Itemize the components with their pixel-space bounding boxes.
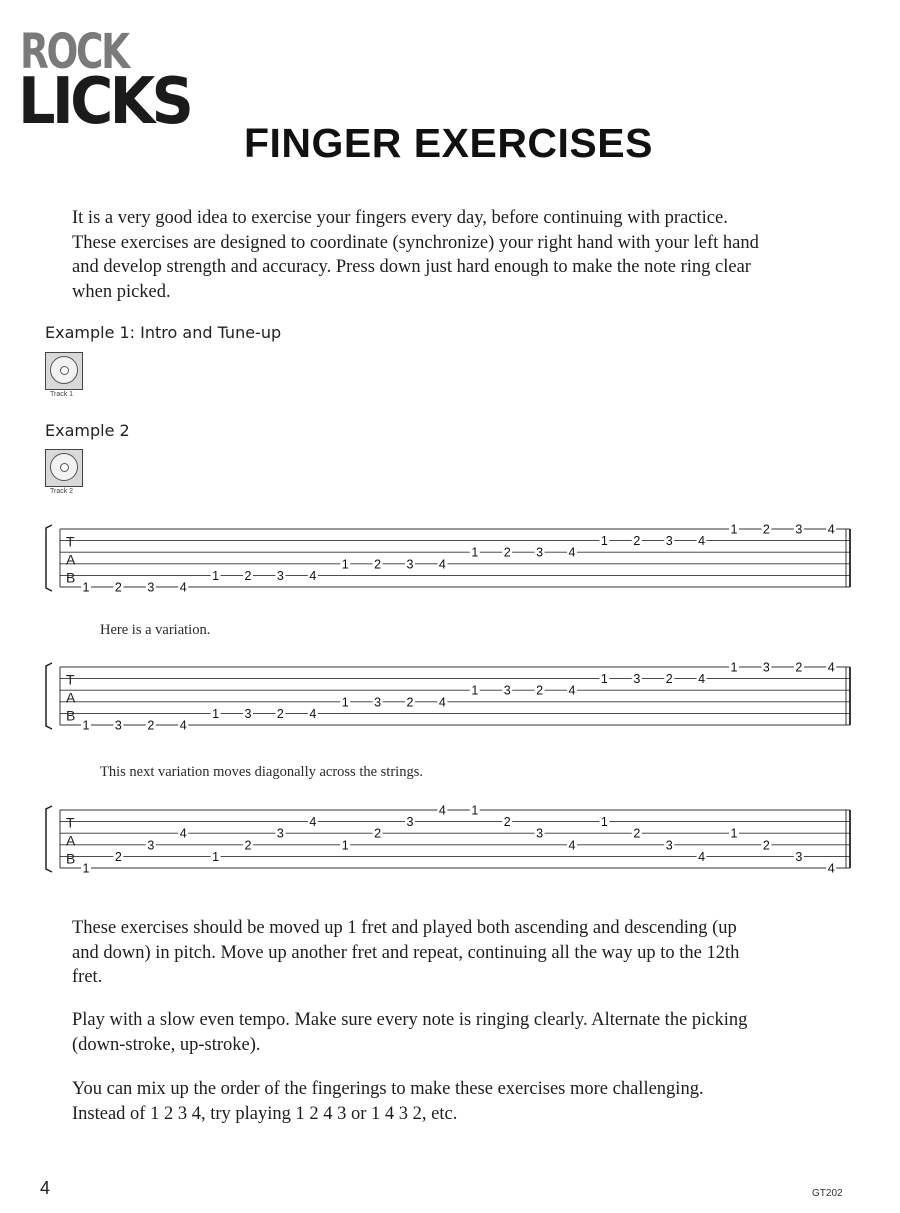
intro-line: It is a very good idea to exercise your fingers every day, before continuing with practice. xyxy=(72,208,728,228)
paragraph-line: and down) in pitch. Move up another fret and repeat, continuing all the way up to the 12th xyxy=(72,942,740,963)
tab-fret-number: 1 xyxy=(730,660,738,675)
tab-fret-number: 2 xyxy=(633,534,641,549)
tab-fret-number: 1 xyxy=(341,695,349,710)
tab-fret-number: 1 xyxy=(341,557,349,572)
tab-fret-number: 1 xyxy=(471,545,479,560)
tab-fret-number: 4 xyxy=(309,815,317,830)
tab-staff-2 xyxy=(30,656,860,736)
tab-fret-number: 3 xyxy=(633,672,641,687)
tab-fret-number: 3 xyxy=(276,568,284,583)
rock-licks-logo xyxy=(18,24,218,139)
tab-fret-number: 1 xyxy=(730,826,738,841)
tab-fret-number: 4 xyxy=(827,660,835,675)
caption-diagonal: This next variation moves diagonally across the strings. xyxy=(100,764,423,780)
tab-fret-number: 4 xyxy=(568,838,576,853)
tab-fret-number: 4 xyxy=(179,826,187,841)
staff-bracket xyxy=(46,525,52,591)
logo-rock-text: ROCK xyxy=(20,24,128,80)
catalog-code: GT202 xyxy=(812,1188,843,1199)
paragraph-line: fret. xyxy=(72,967,103,987)
tab-fret-number: 4 xyxy=(309,706,317,721)
cd-icon[interactable] xyxy=(45,352,83,390)
paragraph-line: You can mix up the order of the fingerings to make these exercises more challenging. xyxy=(72,1079,704,1099)
tab-staff-3 xyxy=(30,799,860,879)
tab-fret-number: 4 xyxy=(698,672,706,687)
tab-fret-number: 2 xyxy=(276,706,284,721)
tab-fret-number: 3 xyxy=(503,683,511,698)
tab-fret-number: 2 xyxy=(762,522,770,537)
tab-clef-letter: T xyxy=(66,671,75,688)
tab-fret-number: 2 xyxy=(536,683,544,698)
tab-fret-number: 3 xyxy=(406,815,414,830)
tab-clef-letter: A xyxy=(66,689,76,706)
tab-fret-number: 2 xyxy=(665,672,673,687)
paragraph-move-up xyxy=(72,916,832,990)
tab-fret-number: 4 xyxy=(698,534,706,549)
tab-fret-number: 2 xyxy=(244,568,252,583)
paragraph-line: These exercises should be moved up 1 fret and played both ascending and descending (up xyxy=(72,918,737,938)
tab-staff-1 xyxy=(30,518,860,598)
tab-fret-number: 4 xyxy=(827,861,835,876)
tab-fret-number: 2 xyxy=(374,557,382,572)
track-1-label: Track 1 xyxy=(50,391,74,398)
tab-fret-number: 3 xyxy=(114,718,122,733)
page-title: FINGER EXERCISES xyxy=(244,120,653,166)
cd-icon[interactable] xyxy=(45,449,83,487)
tab-fret-number: 2 xyxy=(503,545,511,560)
intro-line: These exercises are designed to coordinate (synchronize) your right hand with your left hand xyxy=(72,232,759,253)
example-2-label: Example 2 xyxy=(45,421,130,440)
example-1-label: Example 1: Intro and Tune-up xyxy=(45,323,282,342)
track-2-label: Track 2 xyxy=(50,488,74,495)
tab-fret-number: 2 xyxy=(374,826,382,841)
intro-line: when picked. xyxy=(72,281,171,302)
tab-clef-letter: T xyxy=(66,533,75,550)
tab-fret-number: 2 xyxy=(244,838,252,853)
tab-fret-number: 1 xyxy=(212,568,220,583)
tab-fret-number: 2 xyxy=(503,815,511,830)
tab-fret-number: 4 xyxy=(438,803,446,818)
tab-fret-number: 2 xyxy=(147,718,155,733)
tab-fret-number: 1 xyxy=(471,683,479,698)
tab-fret-number: 3 xyxy=(665,534,673,549)
tab-fret-number: 3 xyxy=(147,838,155,853)
tab-fret-number: 3 xyxy=(795,522,803,537)
tab-fret-number: 1 xyxy=(82,718,90,733)
paragraph-mix-order xyxy=(72,1077,832,1126)
tab-fret-number: 1 xyxy=(600,534,608,549)
tab-fret-number: 3 xyxy=(276,826,284,841)
paragraph-tempo xyxy=(72,1008,832,1057)
tab-fret-number: 3 xyxy=(665,838,673,853)
tab-fret-number: 1 xyxy=(341,838,349,853)
page-number: 4 xyxy=(40,1178,51,1198)
tab-fret-number: 2 xyxy=(633,826,641,841)
tab-fret-number: 4 xyxy=(438,557,446,572)
tab-fret-number: 1 xyxy=(471,803,479,818)
tab-fret-number: 4 xyxy=(179,718,187,733)
tab-fret-number: 1 xyxy=(212,706,220,721)
tab-fret-number: 1 xyxy=(600,672,608,687)
paragraph-line: Play with a slow even tempo. Make sure every note is ringing clearly. Alternate the picking xyxy=(72,1010,748,1030)
tab-fret-number: 4 xyxy=(827,522,835,537)
intro-line: and develop strength and accuracy. Press down just hard enough to make the note ring clear xyxy=(72,257,751,277)
tab-fret-number: 1 xyxy=(730,522,738,537)
tab-fret-number: 2 xyxy=(762,838,770,853)
logo-licks-text: LICKS xyxy=(18,65,191,139)
tab-fret-number: 4 xyxy=(309,568,317,583)
tab-fret-number: 3 xyxy=(374,695,382,710)
paragraph-line: (down-stroke, up-stroke). xyxy=(72,1034,261,1055)
tab-clef-letter: B xyxy=(66,850,76,867)
tab-fret-number: 1 xyxy=(212,849,220,864)
tab-clef-letter: A xyxy=(66,551,76,568)
staff-bracket xyxy=(46,663,52,729)
tab-clef-letter: A xyxy=(66,832,76,849)
tab-fret-number: 3 xyxy=(147,580,155,595)
staff-bracket xyxy=(46,806,52,872)
tab-fret-number: 3 xyxy=(795,849,803,864)
tab-fret-number: 2 xyxy=(406,695,414,710)
tab-fret-number: 3 xyxy=(536,826,544,841)
tab-fret-number: 4 xyxy=(698,849,706,864)
paragraph-line: Instead of 1 2 3 4, try playing 1 2 4 3 or 1 4 3 2, etc. xyxy=(72,1103,458,1124)
tab-fret-number: 4 xyxy=(568,683,576,698)
tab-fret-number: 3 xyxy=(244,706,252,721)
tab-fret-number: 2 xyxy=(114,580,122,595)
tab-fret-number: 3 xyxy=(536,545,544,560)
tab-fret-number: 3 xyxy=(406,557,414,572)
tab-fret-number: 4 xyxy=(568,545,576,560)
intro-paragraph xyxy=(72,206,832,304)
tab-clef-letter: B xyxy=(66,707,76,724)
tab-fret-number: 3 xyxy=(762,660,770,675)
tab-fret-number: 1 xyxy=(600,815,608,830)
tab-clef-letter: B xyxy=(66,569,76,586)
tab-fret-number: 4 xyxy=(438,695,446,710)
caption-variation: Here is a variation. xyxy=(100,622,211,638)
tab-fret-number: 4 xyxy=(179,580,187,595)
tab-fret-number: 1 xyxy=(82,861,90,876)
tab-fret-number: 1 xyxy=(82,580,90,595)
tab-clef-letter: T xyxy=(66,814,75,831)
tab-fret-number: 2 xyxy=(114,849,122,864)
tab-fret-number: 2 xyxy=(795,660,803,675)
